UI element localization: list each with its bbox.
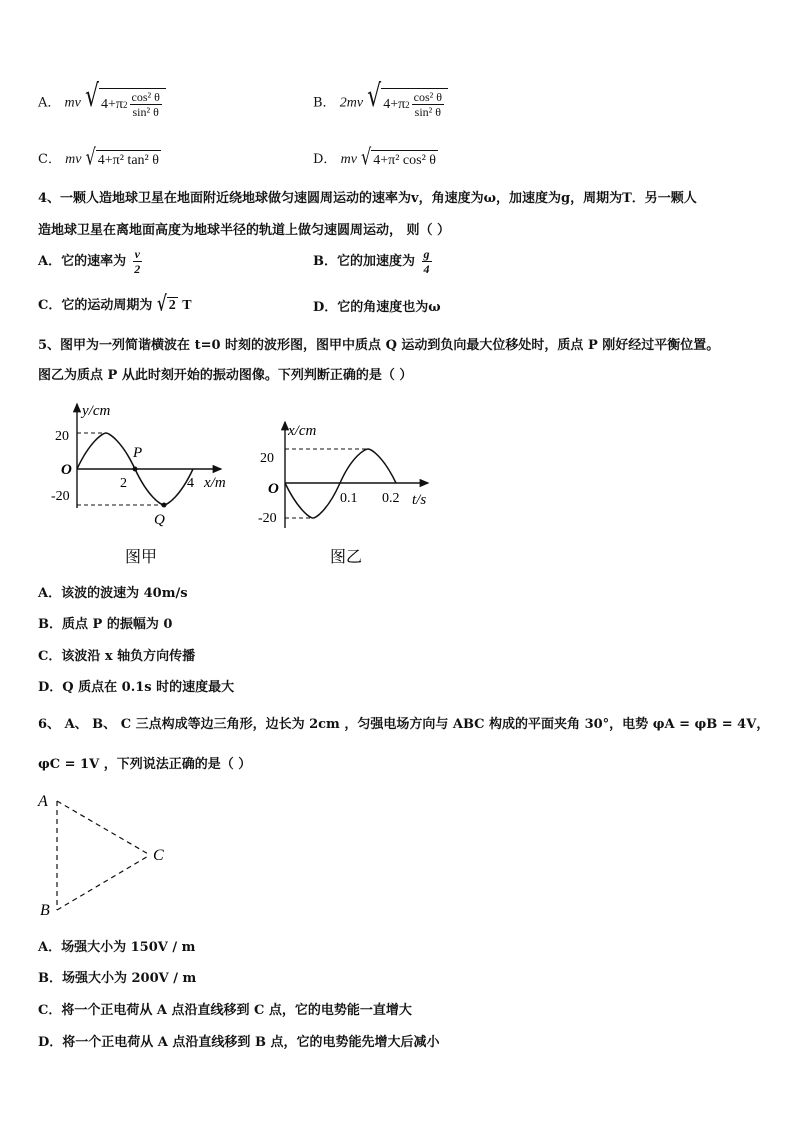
- q3-option-b-radical: √ 4+π 2 $\frac{\text{cos² θ}}{\text{sin² θ}}$: [367, 88, 448, 118]
- fig1-tick-neg: -20: [51, 489, 70, 504]
- q3-option-d[interactable]: [313, 143, 438, 170]
- q4-option-a-num: v: [134, 247, 140, 261]
- fig1-origin: O: [61, 462, 72, 478]
- q3-option-d-label: D．: [313, 152, 337, 167]
- q3-option-a-num: cos² θ: [131, 90, 160, 104]
- q6-option-b[interactable]: B．场强大小为 200V / m: [38, 971, 197, 986]
- triangle-side-bc: [57, 855, 150, 910]
- fig1-tick-2: 2: [120, 476, 127, 491]
- q4-option-a-den: 2: [134, 262, 141, 276]
- q6-option-c[interactable]: C．将一个正电荷从 A 点沿直线移到 C 点，它的电势能一直增大: [38, 1003, 412, 1018]
- fig1-point-q: [162, 503, 167, 508]
- triangle-label-c: C: [153, 847, 164, 864]
- q3-option-a[interactable]: [38, 79, 166, 119]
- q3-option-d-radical: √ 4+π² cos² θ: [361, 143, 436, 170]
- triangle-label-a: A: [38, 793, 48, 810]
- q3-option-b[interactable]: [313, 79, 448, 119]
- q3-option-d-root: 4+π² cos² θ: [371, 150, 438, 169]
- fig2-tick-02: 0.2: [382, 491, 400, 506]
- q3-option-c-root: 4+π² tan² θ: [96, 150, 161, 169]
- q5-figure-jia: [45, 400, 255, 570]
- q3-option-a-den: sin² θ: [132, 105, 159, 119]
- q4-option-a[interactable]: [38, 248, 144, 275]
- fig1-xlabel: x/m: [204, 475, 226, 491]
- fig1-label-p: P: [133, 445, 143, 461]
- q6-option-d[interactable]: D．将一个正电荷从 A 点沿直线移到 B 点，它的电势能先增大后减小: [38, 1035, 440, 1050]
- q5-stem-line1: 5、图甲为一列简谐横波在 t=0 时刻的波形图，图甲中质点 Q 运动到负向最大位移处时，质点 P 刚好经过平衡位置。: [38, 338, 720, 353]
- triangle-label-b: B: [40, 902, 50, 919]
- q3-option-b-label: B．: [313, 95, 336, 111]
- fig1-ylabel: y/cm: [82, 403, 111, 419]
- q3-option-c-label: C．: [38, 152, 61, 167]
- q4-option-c-unit: T: [182, 298, 192, 313]
- q5-option-a[interactable]: A．该波的波速为 40m/s: [38, 586, 188, 601]
- q3-option-d-prefix: mv: [340, 152, 357, 167]
- fig1-caption: 图甲: [125, 549, 158, 566]
- q4-stem-line1: 4、一颗人造地球卫星在地面附近绕地球做匀速圆周运动的速率为v，角速度为ω，加速度为g，周期为T．另一颗人: [38, 191, 697, 206]
- fig2-tick-pos: 20: [260, 451, 274, 466]
- q5-stem-line2: 图乙为质点 P 从此时刻开始的振动图像。下列判断正确的是（ ）: [38, 368, 413, 383]
- q3-option-a-root-pre: 4+π: [101, 96, 123, 112]
- q4-option-c[interactable]: C．它的运动周期为 √ 2 T: [38, 290, 192, 316]
- q3-option-a-label: A．: [38, 95, 61, 111]
- q3-option-a-prefix: mv: [64, 95, 81, 111]
- fig1-tick-4: 4: [187, 476, 194, 491]
- q4-option-d[interactable]: D．它的角速度也为ω: [313, 300, 441, 315]
- fig2-tick-01: 0.1: [340, 491, 358, 506]
- q6-stem-line2: φC = 1V ，下列说法正确的是（ ）: [38, 757, 252, 772]
- fig2-origin: O: [268, 481, 279, 497]
- q4-option-c-root: 2: [168, 298, 176, 313]
- q4-option-a-label: A．它的速率为: [38, 254, 127, 269]
- q3-option-b-den: sin² θ: [414, 105, 442, 119]
- q4-option-b-num: g: [423, 247, 430, 261]
- q5-option-d[interactable]: D．Q 质点在 0.1s 时的速度最大: [38, 680, 235, 695]
- fig1-point-p: [133, 467, 138, 472]
- q5-option-b[interactable]: B．质点 P 的振幅为 0: [38, 617, 173, 632]
- fig2-caption: 图乙: [330, 549, 363, 566]
- q6-triangle-figure: [34, 788, 184, 920]
- q5-option-c[interactable]: C．该波沿 x 轴负方向传播: [38, 649, 196, 664]
- q3-option-c-radical: √ 4+π² tan² θ: [85, 143, 159, 170]
- q3-option-b-prefix: 2mv: [339, 95, 364, 111]
- q4-option-b-den: 4: [423, 262, 430, 276]
- q3-option-b-root-pre: 4+π: [383, 96, 406, 112]
- q4-option-b[interactable]: [313, 248, 434, 275]
- fig1-tick-pos: 20: [55, 429, 69, 444]
- q3-option-b-num: cos² θ: [413, 90, 443, 104]
- q3-option-c[interactable]: [38, 143, 161, 170]
- fig2-ylabel: x/cm: [288, 423, 317, 439]
- q3-option-a-radical: √ 4+π 2 $\frac{\text{cos² θ}}{\text{sin² θ}}$: [85, 88, 166, 118]
- triangle-side-ac: [57, 801, 150, 855]
- fig2-xlabel: t/s: [412, 492, 427, 508]
- fig2-tick-neg: -20: [258, 511, 277, 526]
- fig1-label-q: Q: [154, 512, 165, 528]
- q4-option-c-label: C．它的运动周期为: [38, 298, 153, 313]
- q6-stem-line1: 6、 A、 B、 C 三点构成等边三角形，边长为 2cm ，匀强电场方向与 ABC 构成的平面夹角 30°，电势 φA = φB = 4V，: [38, 717, 770, 732]
- q6-option-a[interactable]: A．场强大小为 150V / m: [38, 940, 196, 955]
- q5-figure-yi: [250, 418, 450, 570]
- q3-option-c-prefix: mv: [65, 152, 82, 167]
- q4-option-b-label: B．它的加速度为: [313, 254, 415, 269]
- q4-stem-line2: 造地球卫星在离地面高度为地球半径的轨道上做匀速圆周运动， 则（ ）: [38, 223, 451, 238]
